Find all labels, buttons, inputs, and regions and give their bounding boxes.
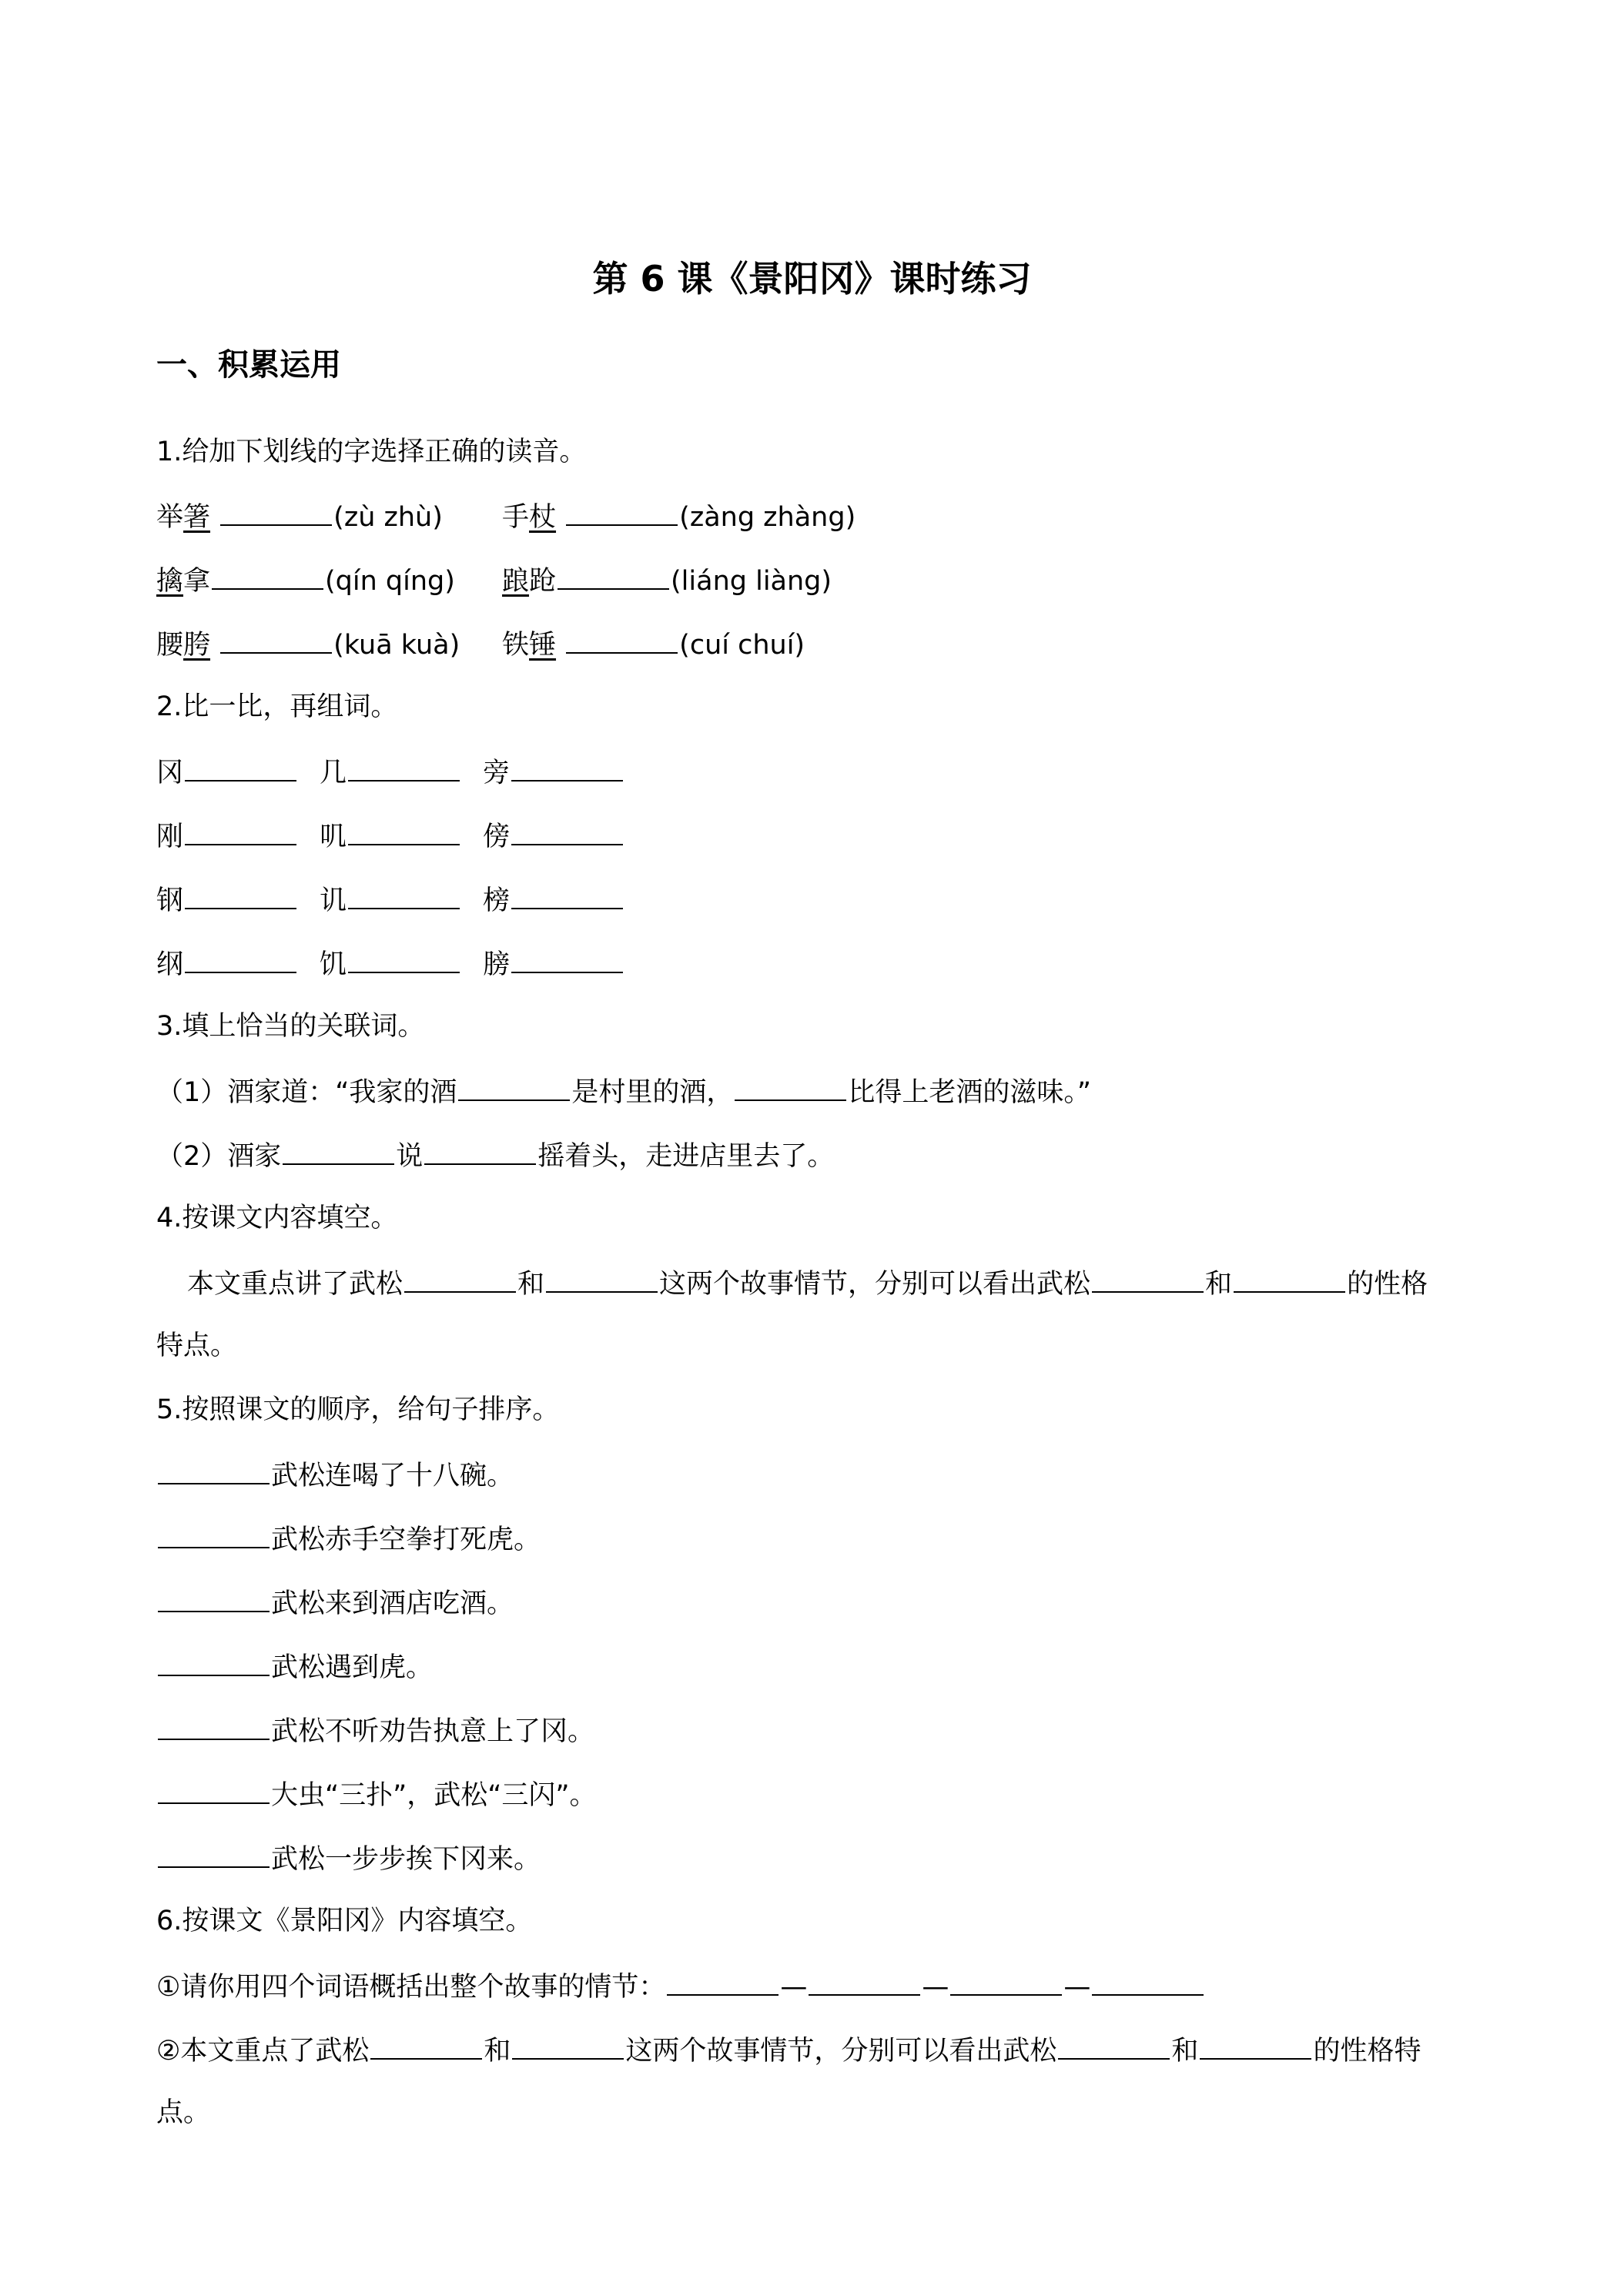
- answer-blank[interactable]: [809, 1966, 920, 1996]
- q5-item: 大虫“三扑”，武松“三闪”。: [156, 1775, 597, 1814]
- answer-blank[interactable]: [348, 944, 460, 973]
- answer-blank[interactable]: [404, 1263, 516, 1293]
- q1-item: 腰胯 (kuā kuà): [156, 624, 460, 664]
- question-1-prompt: 1.给加下划线的字选择正确的读音。: [156, 437, 587, 467]
- section-heading: 一、积累运用: [156, 347, 341, 383]
- answer-blank[interactable]: [511, 880, 623, 909]
- answer-blank[interactable]: [667, 1966, 779, 1996]
- q2-char: 刚: [156, 816, 298, 855]
- q4-sentence-cont: 特点。: [156, 1330, 238, 1361]
- answer-blank[interactable]: [185, 816, 296, 845]
- answer-blank[interactable]: [1092, 1966, 1204, 1996]
- answer-blank[interactable]: [511, 944, 623, 973]
- answer-blank[interactable]: [458, 1072, 570, 1101]
- answer-blank[interactable]: [511, 816, 623, 845]
- q1-item: 擒拿 (qín qíng): [156, 561, 455, 600]
- question-4-prompt: 4.按课文内容填空。: [156, 1203, 398, 1233]
- q2-char: 钢: [156, 880, 298, 919]
- q2-char: 叽: [320, 816, 461, 855]
- question-6-prompt: 6.按课文《景阳冈》内容填空。: [156, 1906, 533, 1936]
- q1-item: 踉跄 (liáng liàng): [502, 561, 832, 600]
- answer-blank[interactable]: [1234, 1263, 1345, 1293]
- answer-blank[interactable]: [950, 1966, 1062, 1996]
- q2-char: 讥: [320, 880, 461, 919]
- q5-item: 武松连喝了十八碗。: [156, 1455, 514, 1494]
- q2-char: 冈: [156, 752, 298, 792]
- q3-sentence-1: （1）酒家道：“我家的酒 是村里的酒， 比得上老酒的滋味。”: [156, 1072, 1091, 1111]
- page-title: 第 6 课《景阳冈》课时练习: [592, 258, 1032, 300]
- q1-item: 举箸 (zù zhù): [156, 497, 443, 536]
- q5-item: 武松遇到虎。: [156, 1647, 433, 1686]
- answer-blank[interactable]: [158, 1583, 270, 1612]
- answer-blank[interactable]: [735, 1072, 846, 1101]
- answer-blank[interactable]: [1092, 1263, 1204, 1293]
- answer-blank[interactable]: [158, 1455, 270, 1484]
- answer-blank[interactable]: [220, 497, 332, 526]
- answer-blank[interactable]: [348, 816, 460, 845]
- q2-char: 纲: [156, 944, 298, 983]
- answer-blank[interactable]: [511, 752, 623, 782]
- answer-blank[interactable]: [158, 1519, 270, 1548]
- q2-char: 饥: [320, 944, 461, 983]
- q5-item: 武松一步步挨下冈来。: [156, 1839, 541, 1878]
- q1-item: 手杖 (zàng zhàng): [502, 497, 856, 536]
- answer-blank[interactable]: [348, 880, 460, 909]
- answer-blank[interactable]: [220, 624, 332, 654]
- q6-part-b: ②本文重点了武松 和 这两个故事情节，分别可以看出武松 和 的性格特: [156, 2030, 1421, 2070]
- answer-blank[interactable]: [424, 1136, 536, 1165]
- q5-item: 武松不听劝告执意上了冈。: [156, 1711, 594, 1750]
- answer-blank[interactable]: [185, 752, 296, 782]
- q6-part-a: ①请你用四个词语概括出整个故事的情节： — — —: [156, 1966, 1205, 2006]
- q1-item: 铁锤 (cuí chuí): [502, 624, 805, 664]
- q2-char: 几: [320, 752, 461, 792]
- answer-blank[interactable]: [185, 880, 296, 909]
- question-5-prompt: 5.按照课文的顺序，给句子排序。: [156, 1394, 560, 1425]
- question-3-prompt: 3.填上恰当的关联词。: [156, 1011, 425, 1042]
- answer-blank[interactable]: [512, 2030, 624, 2060]
- q2-char: 旁: [483, 752, 624, 792]
- q2-char: 膀: [483, 944, 624, 983]
- answer-blank[interactable]: [370, 2030, 482, 2060]
- q5-item: 武松来到酒店吃酒。: [156, 1583, 514, 1622]
- answer-blank[interactable]: [1058, 2030, 1170, 2060]
- q2-char: 榜: [483, 880, 624, 919]
- answer-blank[interactable]: [558, 561, 669, 590]
- answer-blank[interactable]: [566, 624, 678, 654]
- answer-blank[interactable]: [348, 752, 460, 782]
- answer-blank[interactable]: [566, 497, 678, 526]
- q5-item: 武松赤手空拳打死虎。: [156, 1519, 541, 1558]
- q4-sentence: 本文重点讲了武松 和 这两个故事情节，分别可以看出武松 和 的性格: [187, 1263, 1428, 1303]
- answer-blank[interactable]: [546, 1263, 658, 1293]
- answer-blank[interactable]: [158, 1839, 270, 1868]
- q6-part-b-cont: 点。: [156, 2097, 211, 2128]
- question-2-prompt: 2.比一比，再组词。: [156, 691, 398, 722]
- answer-blank[interactable]: [212, 561, 323, 590]
- q3-sentence-2: （2）酒家 说 摇着头，走进店里去了。: [156, 1136, 834, 1175]
- answer-blank[interactable]: [158, 1647, 270, 1676]
- answer-blank[interactable]: [283, 1136, 394, 1165]
- q2-char: 傍: [483, 816, 624, 855]
- answer-blank[interactable]: [158, 1775, 270, 1804]
- answer-blank[interactable]: [185, 944, 296, 973]
- answer-blank[interactable]: [158, 1711, 270, 1740]
- answer-blank[interactable]: [1200, 2030, 1311, 2060]
